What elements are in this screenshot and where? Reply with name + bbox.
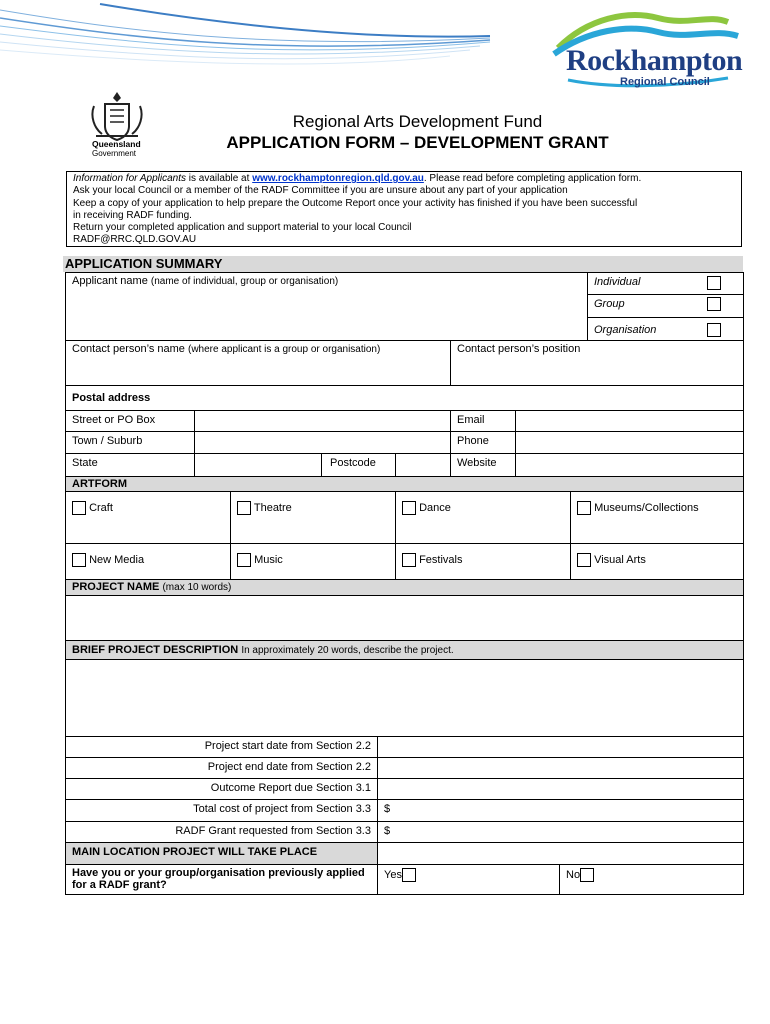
location-input[interactable]: [377, 842, 744, 865]
artform-heading: [65, 476, 744, 492]
end-date-label-cell: [65, 757, 378, 779]
postcode-label-cell: [321, 453, 396, 477]
phone-label: Phone: [457, 435, 489, 447]
new-media-checkbox[interactable]: [72, 553, 86, 567]
info-line-2: Ask your local Council or a member of the RADF Committee if you are unsure about any part of your application: [73, 185, 568, 197]
street-label-cell: [65, 410, 195, 432]
info-line-3: Keep a copy of your application to help prepare the Outcome Report once your activity has finished if you have been successful: [73, 197, 638, 209]
email-input[interactable]: [515, 410, 744, 432]
group-checkbox[interactable]: [707, 297, 721, 311]
project-name-heading: [65, 579, 744, 596]
theatre-label: Theatre: [253, 501, 292, 514]
artform-theatre[interactable]: [230, 491, 396, 544]
info-text-b: . Please read before completing application form.: [423, 173, 642, 184]
craft-label: Craft: [89, 501, 113, 514]
website-input[interactable]: [515, 453, 744, 477]
applicant-name-field[interactable]: [65, 272, 588, 341]
email-label: Email: [457, 414, 485, 426]
location-label-cell: [65, 842, 378, 865]
artform-label: ARTFORM: [72, 478, 127, 490]
info-line-5: Return your completed application and support material to your local Council: [73, 222, 412, 234]
location-label: MAIN LOCATION PROJECT WILL TAKE PLACE: [72, 846, 318, 858]
dance-checkbox[interactable]: [402, 501, 416, 515]
street-input[interactable]: [194, 410, 451, 432]
contact-name-label: Contact person’s name: [72, 343, 185, 355]
end-date-label: Project end date from Section 2.2: [207, 761, 371, 773]
previous-grant-question: Have you or your group/organisation previously applied for a RADF grant?: [72, 867, 365, 891]
state-input[interactable]: [194, 453, 322, 477]
postcode-input[interactable]: [395, 453, 451, 477]
grant-requested-label-cell: [65, 821, 378, 843]
contact-position-label: Contact person’s position: [457, 343, 581, 355]
total-cost-label-cell: [65, 799, 378, 822]
start-date-input[interactable]: [377, 736, 744, 758]
individual-checkbox[interactable]: [707, 276, 721, 290]
group-label: Group: [594, 298, 625, 310]
start-date-label-cell: [65, 736, 378, 758]
project-name-label: PROJECT NAME: [72, 581, 160, 593]
applicant-name-hint: (name of individual, group or organisation): [150, 276, 339, 287]
project-name-hint: (max 10 words): [162, 582, 232, 593]
website-label: Website: [457, 457, 497, 469]
info-line-4: in receiving RADF funding.: [73, 209, 192, 221]
grant-requested-input[interactable]: [377, 821, 744, 843]
yes-label: Yes: [384, 868, 402, 881]
no-checkbox[interactable]: [580, 868, 594, 882]
total-cost-input[interactable]: [377, 799, 744, 822]
theatre-checkbox[interactable]: [237, 501, 251, 515]
festivals-label: Festivals: [419, 553, 463, 566]
logo-subtitle: Regional Council: [620, 76, 710, 88]
music-checkbox[interactable]: [237, 553, 251, 567]
applicant-type-organisation: [587, 317, 744, 341]
applicant-type-group: [587, 294, 744, 318]
artform-music[interactable]: [230, 543, 396, 580]
crest-label-line2: Government: [92, 149, 137, 158]
festivals-checkbox[interactable]: [402, 553, 416, 567]
total-cost-label: Total cost of project from Section 3.3: [193, 803, 371, 815]
no-label: No: [566, 868, 581, 881]
state-label: State: [72, 457, 98, 469]
phone-input[interactable]: [515, 431, 744, 454]
state-label-cell: [65, 453, 195, 477]
artform-visual-arts[interactable]: [570, 543, 744, 580]
visual-arts-checkbox[interactable]: [577, 553, 591, 567]
info-email: RADF@RRC.QLD.GOV.AU: [73, 234, 197, 246]
craft-checkbox[interactable]: [72, 501, 86, 515]
phone-label-cell: [450, 431, 516, 454]
outcome-due-input[interactable]: [377, 778, 744, 800]
contact-name-field[interactable]: [65, 340, 451, 386]
previous-grant-no[interactable]: [559, 864, 744, 895]
artform-craft[interactable]: [65, 491, 231, 544]
project-description-heading: [65, 640, 744, 660]
visual-arts-label: Visual Arts: [594, 553, 646, 566]
museums-checkbox[interactable]: [577, 501, 591, 515]
grant-requested-currency: $: [384, 825, 391, 837]
music-label: Music: [254, 553, 283, 566]
contact-position-field[interactable]: [450, 340, 744, 386]
project-description-hint: In approximately 20 words, describe the project.: [241, 645, 454, 656]
info-intro: Information for Applicants: [73, 173, 187, 184]
outcome-due-label-cell: [65, 778, 378, 800]
organisation-label: Organisation: [594, 324, 657, 336]
project-description-label: BRIEF PROJECT DESCRIPTION: [72, 644, 239, 656]
form-subtitle: APPLICATION FORM – DEVELOPMENT GRANT: [226, 133, 609, 152]
artform-festivals[interactable]: [395, 543, 571, 580]
council-website-link[interactable]: www.rockhamptonregion.qld.gov.au: [252, 173, 424, 184]
contact-name-hint: (where applicant is a group or organisation): [187, 344, 381, 355]
postal-address-label: Postal address: [72, 392, 151, 404]
total-cost-currency: $: [384, 803, 391, 815]
organisation-checkbox[interactable]: [707, 323, 721, 337]
artform-museums[interactable]: [570, 491, 744, 544]
street-label: Street or PO Box: [72, 414, 156, 426]
previous-grant-question-cell: [65, 864, 378, 895]
email-label-cell: [450, 410, 516, 432]
artform-dance[interactable]: [395, 491, 571, 544]
town-input[interactable]: [194, 431, 451, 454]
logo-wordmark: Rockhampton: [566, 44, 743, 77]
form-title: Regional Arts Development Fund: [292, 112, 543, 131]
dance-label: Dance: [419, 501, 451, 514]
artform-new-media[interactable]: [65, 543, 231, 580]
start-date-label: Project start date from Section 2.2: [204, 740, 371, 752]
website-label-cell: [450, 453, 516, 477]
header-wave-graphic: [0, 0, 520, 80]
applicant-type-individual: [587, 272, 744, 295]
info-text-a: is available at: [186, 173, 253, 184]
end-date-input[interactable]: [377, 757, 744, 779]
museums-label: Museums/Collections: [594, 501, 699, 514]
individual-label: Individual: [594, 276, 641, 288]
applicant-name-label: Applicant name: [72, 275, 148, 287]
postcode-label: Postcode: [330, 457, 376, 469]
project-description-input[interactable]: [65, 659, 744, 737]
previous-grant-yes[interactable]: [377, 864, 560, 895]
crest-label-line1: Queensland: [92, 139, 141, 149]
project-name-input[interactable]: [65, 595, 744, 641]
new-media-label: New Media: [89, 553, 145, 566]
grant-requested-label: RADF Grant requested from Section 3.3: [175, 825, 371, 837]
outcome-due-label: Outcome Report due Section 3.1: [210, 782, 371, 794]
town-label: Town / Suburb: [72, 435, 143, 447]
applicant-information-box: [66, 171, 742, 247]
town-label-cell: [65, 431, 195, 454]
application-summary-heading: APPLICATION SUMMARY: [63, 256, 743, 272]
postal-address-heading: [65, 385, 744, 411]
yes-checkbox[interactable]: [402, 868, 416, 882]
